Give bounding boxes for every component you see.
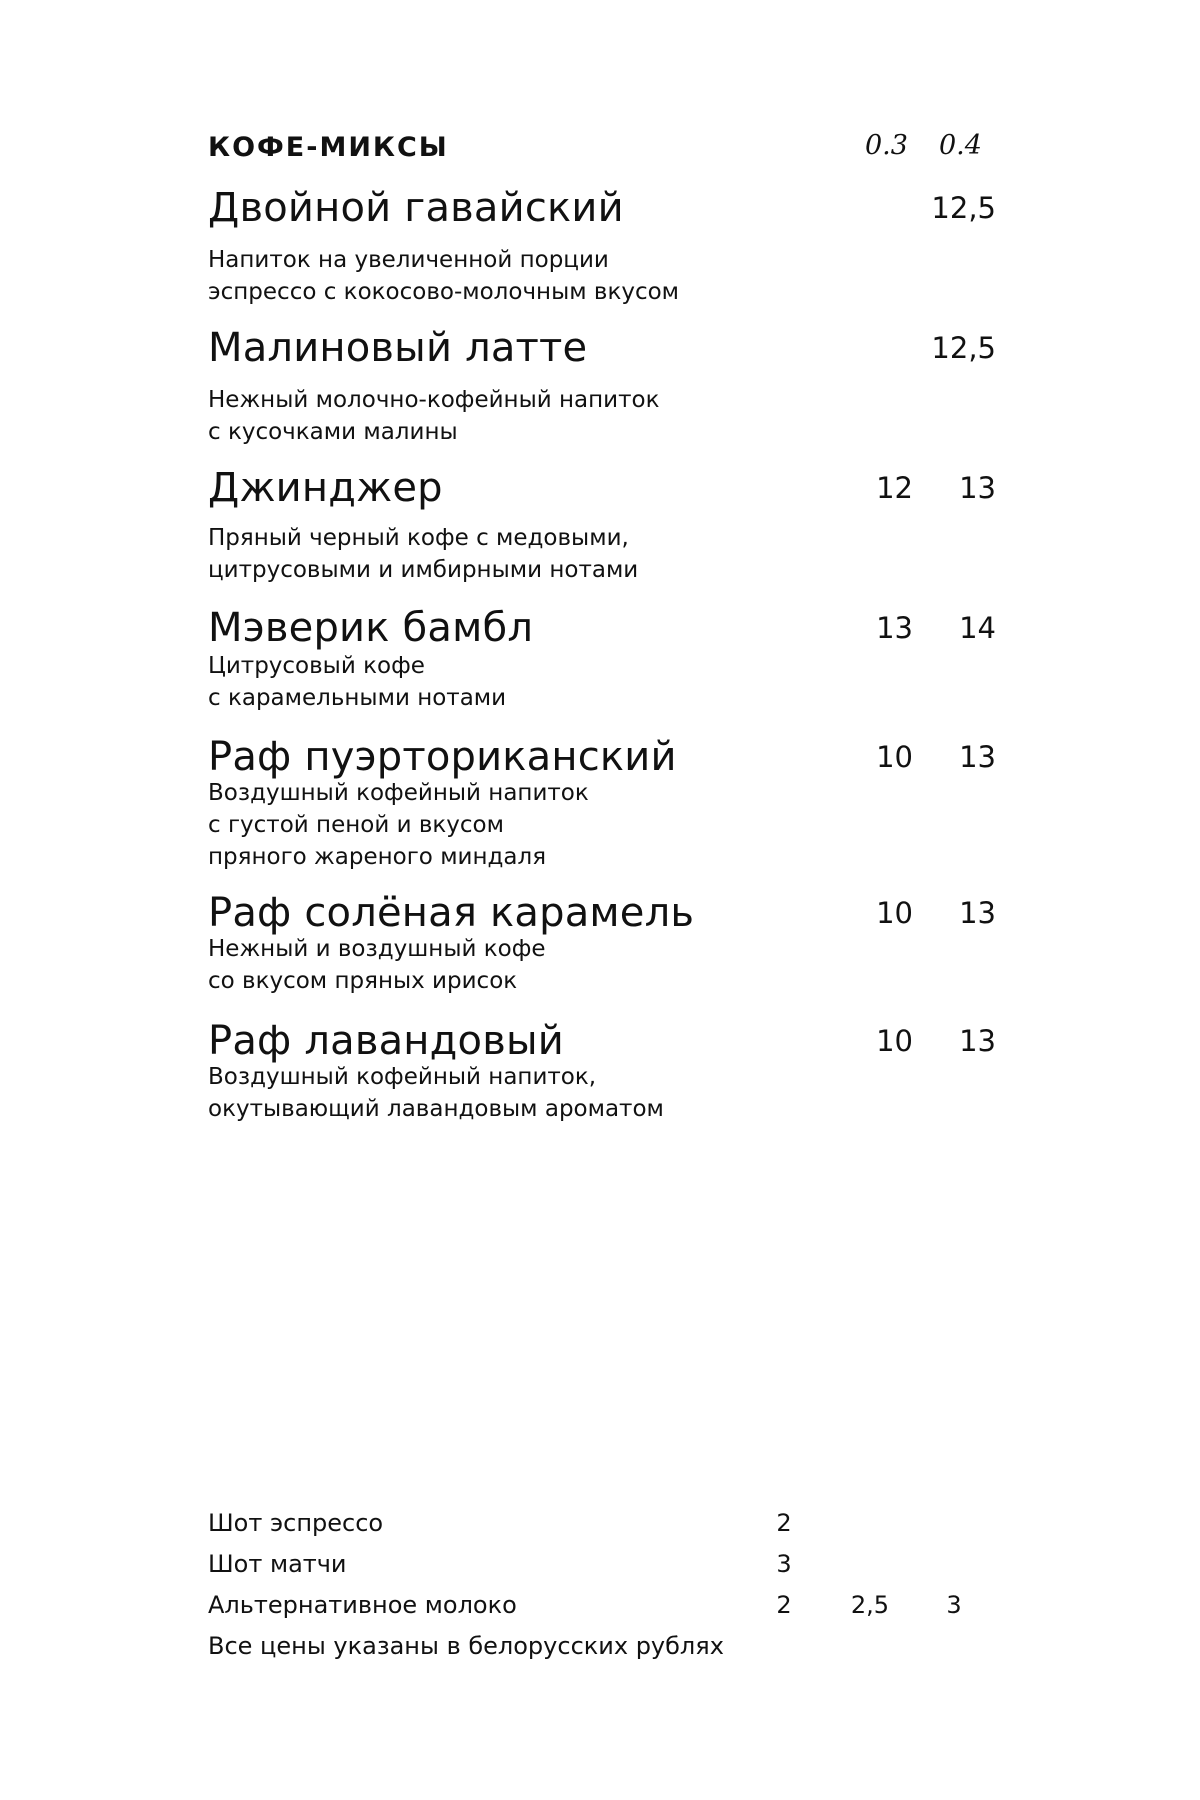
extra-price: 3 xyxy=(776,1550,792,1578)
item-description: Напиток на увеличенной порции эспрессо с кокосово-молочным вкусом xyxy=(208,247,680,305)
extra-price: 2 xyxy=(776,1509,792,1537)
item-name: Мэверик бамбл xyxy=(208,605,534,651)
extra-label: Шот эспрессо xyxy=(208,1509,384,1537)
item-description: Нежный и воздушный кофе со вкусом пряных ирисок xyxy=(208,936,546,994)
extra-price: 3 xyxy=(946,1591,962,1619)
extra-row xyxy=(208,1546,1008,1582)
item-price-0-3: 10 xyxy=(876,1024,913,1058)
item-price-0-3: 13 xyxy=(876,611,913,645)
item-name: Раф лавандовый xyxy=(208,1018,564,1064)
item-price-0-4: 13 xyxy=(959,740,996,774)
extra-row xyxy=(208,1505,1008,1541)
item-name: Раф солёная карамель xyxy=(208,890,695,936)
item-description: Нежный молочно-кофейный напиток с кусочками малины xyxy=(208,387,660,445)
item-name: Джинджер xyxy=(208,465,443,511)
extra-row xyxy=(208,1587,1008,1623)
item-name: Двойной гавайский xyxy=(208,185,624,231)
item-price-0-4: 13 xyxy=(959,896,996,930)
item-price-0-3: 10 xyxy=(876,740,913,774)
item-price-0-3: 12 xyxy=(876,471,913,505)
item-price-0-4: 13 xyxy=(959,1024,996,1058)
item-name: Раф пуэрториканский xyxy=(208,734,677,780)
size-label-0-3: 0.3 xyxy=(865,130,908,161)
item-price-0-3: 10 xyxy=(876,896,913,930)
item-description: Воздушный кофейный напиток с густой пеной и вкусом пряного жареного миндаля xyxy=(208,780,589,870)
item-price-0-4: 13 xyxy=(959,471,996,505)
item-price-0-4: 14 xyxy=(959,611,996,645)
item-price-0-4: 12,5 xyxy=(931,191,996,225)
extra-label: Шот матчи xyxy=(208,1550,347,1578)
item-description: Воздушный кофейный напиток, окутывающий лавандовым ароматом xyxy=(208,1064,664,1122)
section-header xyxy=(208,130,1008,170)
item-price-0-4: 12,5 xyxy=(931,331,996,365)
item-description: Цитрусовый кофе с карамельными нотами xyxy=(208,653,507,711)
extra-price: 2,5 xyxy=(850,1591,890,1619)
currency-footnote: Все цены указаны в белорусских рублях xyxy=(208,1632,724,1660)
item-name: Малиновый латте xyxy=(208,325,588,371)
extra-label: Альтернативное молоко xyxy=(208,1591,517,1619)
item-description: Пряный черный кофе с медовыми, цитрусовыми и имбирными нотами xyxy=(208,525,639,583)
section-title: КОФЕ-МИКСЫ xyxy=(208,132,449,163)
size-label-0-4: 0.4 xyxy=(939,130,982,161)
extra-price: 2 xyxy=(776,1591,792,1619)
